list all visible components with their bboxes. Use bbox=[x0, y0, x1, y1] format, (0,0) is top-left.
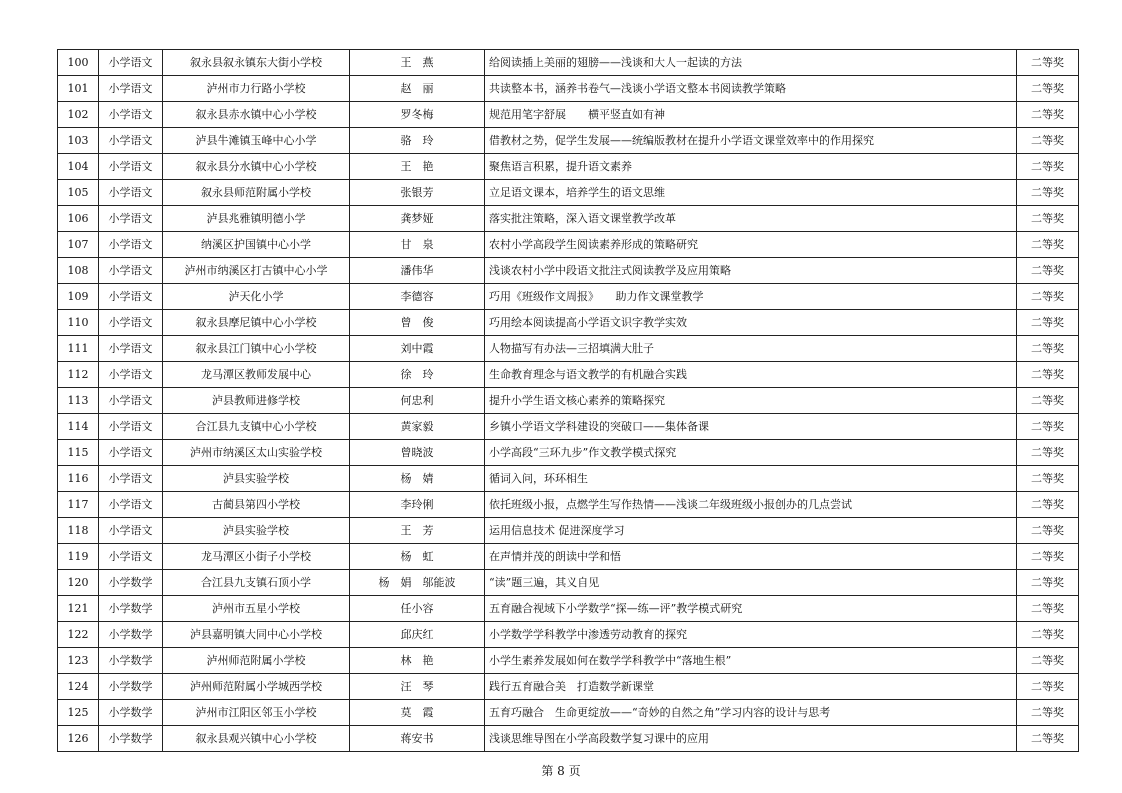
school-cell: 合江县九支镇中心小学校 bbox=[163, 414, 350, 440]
table-row bbox=[58, 674, 1079, 700]
subject-cell: 小学语文 bbox=[99, 362, 163, 388]
award-cell: 二等奖 bbox=[1017, 414, 1079, 440]
subject-cell: 小学数学 bbox=[99, 596, 163, 622]
school-cell: 纳溪区护国镇中心小学 bbox=[163, 232, 350, 258]
award-cell: 二等奖 bbox=[1017, 50, 1079, 76]
award-cell: 二等奖 bbox=[1017, 518, 1079, 544]
school-cell: 泸州市江阳区邻玉小学校 bbox=[163, 700, 350, 726]
author-cell: 莫 霞 bbox=[350, 700, 485, 726]
title-cell: 浅谈农村小学中段语文批注式阅读教学及应用策略 bbox=[485, 258, 1017, 284]
title-cell: 小学高段“三环九步”作文教学模式探究 bbox=[485, 440, 1017, 466]
award-cell: 二等奖 bbox=[1017, 544, 1079, 570]
award-cell: 二等奖 bbox=[1017, 674, 1079, 700]
author-cell: 刘中霞 bbox=[350, 336, 485, 362]
table-row bbox=[58, 648, 1079, 674]
table-row bbox=[58, 570, 1079, 596]
title-cell: 生命教育理念与语文教学的有机融合实践 bbox=[485, 362, 1017, 388]
title-cell: 小学数学学科教学中渗透劳动教育的探究 bbox=[485, 622, 1017, 648]
author-cell: 汪 琴 bbox=[350, 674, 485, 700]
award-cell: 二等奖 bbox=[1017, 154, 1079, 180]
title-cell: 农村小学高段学生阅读素养形成的策略研究 bbox=[485, 232, 1017, 258]
school-cell: 泸州师范附属小学校 bbox=[163, 648, 350, 674]
author-cell: 徐 玲 bbox=[350, 362, 485, 388]
title-cell: 五育融合视域下小学数学“探—练—评”教学模式研究 bbox=[485, 596, 1017, 622]
school-cell: 古蔺县第四小学校 bbox=[163, 492, 350, 518]
row-number: 112 bbox=[58, 362, 99, 388]
school-cell: 泸州市五星小学校 bbox=[163, 596, 350, 622]
subject-cell: 小学语文 bbox=[99, 518, 163, 544]
author-cell: 林 艳 bbox=[350, 648, 485, 674]
award-cell: 二等奖 bbox=[1017, 336, 1079, 362]
table-row bbox=[58, 414, 1079, 440]
table-row bbox=[58, 310, 1079, 336]
school-cell: 叙永县观兴镇中心小学校 bbox=[163, 726, 350, 752]
subject-cell: 小学数学 bbox=[99, 674, 163, 700]
school-cell: 泸县牛滩镇玉峰中心小学 bbox=[163, 128, 350, 154]
award-cell: 二等奖 bbox=[1017, 180, 1079, 206]
subject-cell: 小学语文 bbox=[99, 440, 163, 466]
row-number: 101 bbox=[58, 76, 99, 102]
title-cell: 践行五育融合美 打造数学新课堂 bbox=[485, 674, 1017, 700]
award-cell: 二等奖 bbox=[1017, 310, 1079, 336]
title-cell: 巧用《班级作文周报》 助力作文课堂教学 bbox=[485, 284, 1017, 310]
award-cell: 二等奖 bbox=[1017, 466, 1079, 492]
table-row bbox=[58, 726, 1079, 752]
table-row bbox=[58, 700, 1079, 726]
table-row bbox=[58, 388, 1079, 414]
row-number: 119 bbox=[58, 544, 99, 570]
table-row bbox=[58, 466, 1079, 492]
table-row bbox=[58, 596, 1079, 622]
author-cell: 杨 娟 邬能波 bbox=[350, 570, 485, 596]
school-cell: 泸天化小学 bbox=[163, 284, 350, 310]
school-cell: 叙永县摩尼镇中心小学校 bbox=[163, 310, 350, 336]
row-number: 124 bbox=[58, 674, 99, 700]
row-number: 111 bbox=[58, 336, 99, 362]
table-row bbox=[58, 50, 1079, 76]
table-row bbox=[58, 544, 1079, 570]
title-cell: 在声情并茂的朗读中学和悟 bbox=[485, 544, 1017, 570]
school-cell: 泸县实验学校 bbox=[163, 518, 350, 544]
subject-cell: 小学语文 bbox=[99, 76, 163, 102]
award-cell: 二等奖 bbox=[1017, 596, 1079, 622]
row-number: 125 bbox=[58, 700, 99, 726]
row-number: 106 bbox=[58, 206, 99, 232]
school-cell: 泸州市纳溪区打古镇中心小学 bbox=[163, 258, 350, 284]
row-number: 103 bbox=[58, 128, 99, 154]
row-number: 113 bbox=[58, 388, 99, 414]
row-number: 120 bbox=[58, 570, 99, 596]
author-cell: 曾 俊 bbox=[350, 310, 485, 336]
title-cell: 落实批注策略，深入语文课堂教学改革 bbox=[485, 206, 1017, 232]
title-cell: 小学生素养发展如何在数学学科教学中“落地生根” bbox=[485, 648, 1017, 674]
table-row bbox=[58, 492, 1079, 518]
award-cell: 二等奖 bbox=[1017, 492, 1079, 518]
school-cell: 叙永县江门镇中心小学校 bbox=[163, 336, 350, 362]
title-cell: 依托班级小报，点燃学生写作热情——浅谈二年级班级小报创办的几点尝试 bbox=[485, 492, 1017, 518]
author-cell: 甘 泉 bbox=[350, 232, 485, 258]
row-number: 121 bbox=[58, 596, 99, 622]
author-cell: 张银芳 bbox=[350, 180, 485, 206]
subject-cell: 小学语文 bbox=[99, 154, 163, 180]
award-cell: 二等奖 bbox=[1017, 362, 1079, 388]
subject-cell: 小学数学 bbox=[99, 726, 163, 752]
title-cell: 提升小学生语文核心素养的策略探究 bbox=[485, 388, 1017, 414]
subject-cell: 小学语文 bbox=[99, 180, 163, 206]
school-cell: 泸州市力行路小学校 bbox=[163, 76, 350, 102]
row-number: 123 bbox=[58, 648, 99, 674]
subject-cell: 小学数学 bbox=[99, 570, 163, 596]
award-cell: 二等奖 bbox=[1017, 102, 1079, 128]
award-cell: 二等奖 bbox=[1017, 700, 1079, 726]
award-cell: 二等奖 bbox=[1017, 648, 1079, 674]
row-number: 122 bbox=[58, 622, 99, 648]
author-cell: 李德容 bbox=[350, 284, 485, 310]
author-cell: 何忠利 bbox=[350, 388, 485, 414]
subject-cell: 小学语文 bbox=[99, 50, 163, 76]
title-cell: 循词入问，环环相生 bbox=[485, 466, 1017, 492]
subject-cell: 小学语文 bbox=[99, 128, 163, 154]
subject-cell: 小学语文 bbox=[99, 492, 163, 518]
subject-cell: 小学语文 bbox=[99, 544, 163, 570]
table-body bbox=[58, 50, 1079, 752]
author-cell: 骆 玲 bbox=[350, 128, 485, 154]
row-number: 108 bbox=[58, 258, 99, 284]
title-cell: 人物描写有办法—三招填满大肚子 bbox=[485, 336, 1017, 362]
school-cell: 龙马潭区小街子小学校 bbox=[163, 544, 350, 570]
author-cell: 蒋安书 bbox=[350, 726, 485, 752]
school-cell: 泸州市纳溪区太山实验学校 bbox=[163, 440, 350, 466]
school-cell: 叙永县赤水镇中心小学校 bbox=[163, 102, 350, 128]
subject-cell: 小学语文 bbox=[99, 284, 163, 310]
subject-cell: 小学语文 bbox=[99, 336, 163, 362]
title-cell: 聚焦语言积累，提升语文素养 bbox=[485, 154, 1017, 180]
table-row bbox=[58, 206, 1079, 232]
row-number: 114 bbox=[58, 414, 99, 440]
table-row bbox=[58, 362, 1079, 388]
table-row bbox=[58, 336, 1079, 362]
author-cell: 李玲俐 bbox=[350, 492, 485, 518]
row-number: 100 bbox=[58, 50, 99, 76]
row-number: 126 bbox=[58, 726, 99, 752]
school-cell: 泸州师范附属小学城西学校 bbox=[163, 674, 350, 700]
table-row bbox=[58, 102, 1079, 128]
school-cell: 叙永县师范附属小学校 bbox=[163, 180, 350, 206]
title-cell: 浅谈思维导图在小学高段数学复习课中的应用 bbox=[485, 726, 1017, 752]
author-cell: 任小容 bbox=[350, 596, 485, 622]
award-cell: 二等奖 bbox=[1017, 570, 1079, 596]
row-number: 118 bbox=[58, 518, 99, 544]
author-cell: 潘伟华 bbox=[350, 258, 485, 284]
author-cell: 赵 丽 bbox=[350, 76, 485, 102]
row-number: 116 bbox=[58, 466, 99, 492]
award-cell: 二等奖 bbox=[1017, 622, 1079, 648]
row-number: 110 bbox=[58, 310, 99, 336]
table-row bbox=[58, 258, 1079, 284]
title-cell: 乡镇小学语文学科建设的突破口——集体备课 bbox=[485, 414, 1017, 440]
subject-cell: 小学语文 bbox=[99, 206, 163, 232]
subject-cell: 小学语文 bbox=[99, 388, 163, 414]
table-row bbox=[58, 440, 1079, 466]
award-cell: 二等奖 bbox=[1017, 206, 1079, 232]
school-cell: 泸县教师进修学校 bbox=[163, 388, 350, 414]
subject-cell: 小学数学 bbox=[99, 700, 163, 726]
table-row bbox=[58, 518, 1079, 544]
author-cell: 王 燕 bbox=[350, 50, 485, 76]
subject-cell: 小学语文 bbox=[99, 414, 163, 440]
award-cell: 二等奖 bbox=[1017, 440, 1079, 466]
table-row bbox=[58, 284, 1079, 310]
author-cell: 王 芳 bbox=[350, 518, 485, 544]
subject-cell: 小学语文 bbox=[99, 258, 163, 284]
subject-cell: 小学语文 bbox=[99, 232, 163, 258]
author-cell: 邱庆红 bbox=[350, 622, 485, 648]
row-number: 109 bbox=[58, 284, 99, 310]
title-cell: 给阅读插上美丽的翅膀——浅谈和大人一起读的方法 bbox=[485, 50, 1017, 76]
author-cell: 曾晓波 bbox=[350, 440, 485, 466]
table-row bbox=[58, 180, 1079, 206]
subject-cell: 小学语文 bbox=[99, 466, 163, 492]
row-number: 117 bbox=[58, 492, 99, 518]
author-cell: 龚梦娅 bbox=[350, 206, 485, 232]
author-cell: 杨 婧 bbox=[350, 466, 485, 492]
school-cell: 龙马潭区教师发展中心 bbox=[163, 362, 350, 388]
award-cell: 二等奖 bbox=[1017, 128, 1079, 154]
award-cell: 二等奖 bbox=[1017, 388, 1079, 414]
page-footer bbox=[0, 762, 1122, 779]
row-number: 107 bbox=[58, 232, 99, 258]
author-cell: 王 艳 bbox=[350, 154, 485, 180]
title-cell: 规范用笔字舒展 横平竖直如有神 bbox=[485, 102, 1017, 128]
award-cell: 二等奖 bbox=[1017, 284, 1079, 310]
table-row bbox=[58, 154, 1079, 180]
school-cell: 泸县兆雅镇明德小学 bbox=[163, 206, 350, 232]
row-number: 102 bbox=[58, 102, 99, 128]
row-number: 115 bbox=[58, 440, 99, 466]
school-cell: 合江县九支镇石顶小学 bbox=[163, 570, 350, 596]
subject-cell: 小学数学 bbox=[99, 648, 163, 674]
title-cell: 共读整本书，涵养书卷气—浅谈小学语文整本书阅读教学策略 bbox=[485, 76, 1017, 102]
author-cell: 黄家毅 bbox=[350, 414, 485, 440]
table-row bbox=[58, 76, 1079, 102]
subject-cell: 小学数学 bbox=[99, 622, 163, 648]
school-cell: 泸县嘉明镇大同中心小学校 bbox=[163, 622, 350, 648]
school-cell: 叙永县叙永镇东大街小学校 bbox=[163, 50, 350, 76]
title-cell: “读”题三遍，其义自见 bbox=[485, 570, 1017, 596]
award-cell: 二等奖 bbox=[1017, 726, 1079, 752]
award-cell: 二等奖 bbox=[1017, 258, 1079, 284]
page-number: 第 8 页 bbox=[541, 764, 581, 778]
row-number: 105 bbox=[58, 180, 99, 206]
subject-cell: 小学语文 bbox=[99, 102, 163, 128]
school-cell: 泸县实验学校 bbox=[163, 466, 350, 492]
title-cell: 巧用绘本阅读提高小学语文识字教学实效 bbox=[485, 310, 1017, 336]
awards-table bbox=[57, 49, 1079, 752]
table-row bbox=[58, 622, 1079, 648]
title-cell: 借教材之势，促学生发展——统编版教材在提升小学语文课堂效率中的作用探究 bbox=[485, 128, 1017, 154]
title-cell: 立足语文课本，培养学生的语文思维 bbox=[485, 180, 1017, 206]
author-cell: 杨 虹 bbox=[350, 544, 485, 570]
table-row bbox=[58, 128, 1079, 154]
table-row bbox=[58, 232, 1079, 258]
row-number: 104 bbox=[58, 154, 99, 180]
title-cell: 运用信息技术 促进深度学习 bbox=[485, 518, 1017, 544]
school-cell: 叙永县分水镇中心小学校 bbox=[163, 154, 350, 180]
author-cell: 罗冬梅 bbox=[350, 102, 485, 128]
title-cell: 五育巧融合 生命更绽放——“奇妙的自然之角”学习内容的设计与思考 bbox=[485, 700, 1017, 726]
award-cell: 二等奖 bbox=[1017, 76, 1079, 102]
subject-cell: 小学语文 bbox=[99, 310, 163, 336]
award-cell: 二等奖 bbox=[1017, 232, 1079, 258]
